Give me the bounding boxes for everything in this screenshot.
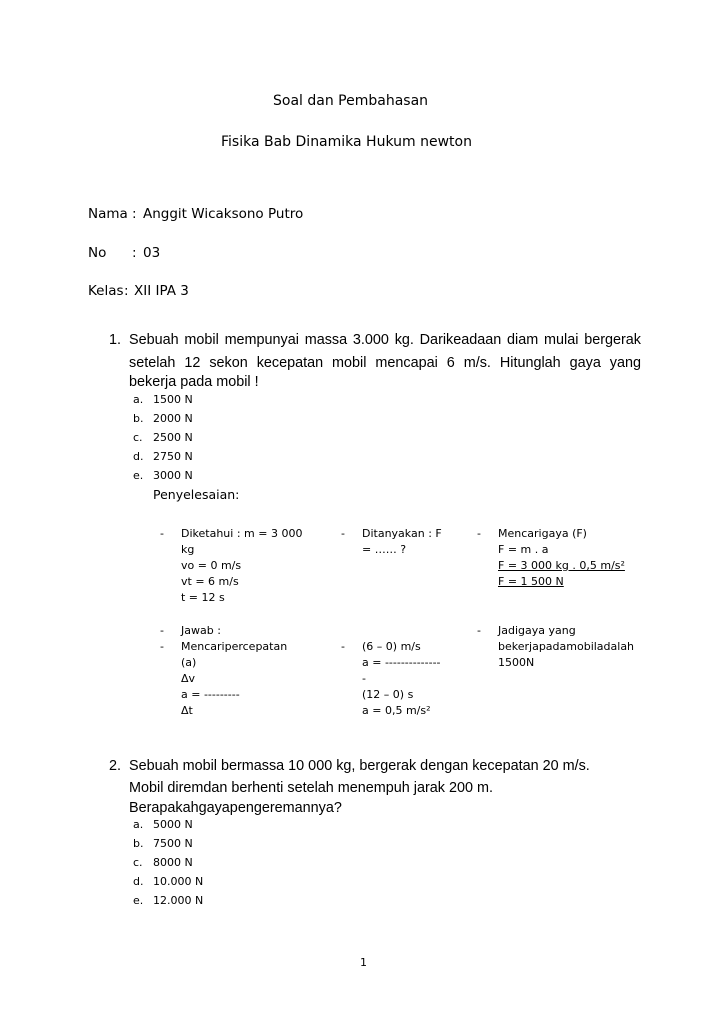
question-number: 1. bbox=[109, 332, 122, 348]
solution-line: (6 – 0) m/s bbox=[362, 640, 421, 653]
bullet-dash: - bbox=[477, 527, 481, 540]
option-letter: e. bbox=[133, 894, 144, 907]
no-label: No bbox=[88, 245, 107, 261]
solution-line: a = --------- bbox=[181, 688, 240, 701]
nama-label: Nama bbox=[88, 206, 128, 222]
option-letter: b. bbox=[133, 412, 144, 425]
page-subtitle: Fisika Bab Dinamika Hukum newton bbox=[221, 134, 472, 150]
penyelesaian-label: Penyelesaian: bbox=[153, 487, 240, 502]
solution-line: F = m . a bbox=[498, 543, 549, 556]
solution-line: F = 3 000 kg . 0,5 m/s² bbox=[498, 559, 625, 572]
question-number: 2. bbox=[109, 758, 122, 774]
option-letter: a. bbox=[133, 818, 144, 831]
solution-line: Δv bbox=[181, 672, 196, 685]
bullet-dash: - bbox=[477, 624, 481, 637]
no-separator: : bbox=[132, 245, 137, 261]
solution-line: = …… ? bbox=[362, 543, 407, 556]
question-text-line: Berapakahgayapengeremannya? bbox=[129, 800, 342, 816]
option-text: 10.000 N bbox=[153, 875, 204, 888]
solution-line: a = -------------- bbox=[362, 656, 441, 669]
question-text-line: Sebuah mobil mempunyai massa 3.000 kg. Darikeadaan diam mulai bergerak bbox=[129, 332, 641, 348]
solution-line: Δt bbox=[181, 704, 193, 717]
solution-line: Mencaripercepatan bbox=[181, 640, 288, 653]
no-value: 03 bbox=[143, 245, 161, 261]
option-letter: c. bbox=[133, 431, 143, 444]
bullet-dash: - bbox=[160, 624, 164, 637]
solution-line: Jadigaya yang bbox=[498, 624, 576, 637]
solution-line: vo = 0 m/s bbox=[181, 559, 242, 572]
nama-separator: : bbox=[132, 206, 137, 222]
solution-line: a = 0,5 m/s² bbox=[362, 704, 431, 717]
solution-line: Jawab : bbox=[181, 624, 221, 637]
bullet-dash: - bbox=[160, 527, 164, 540]
option-text: 12.000 N bbox=[153, 894, 204, 907]
option-letter: c. bbox=[133, 856, 143, 869]
option-text: 5000 N bbox=[153, 818, 193, 831]
option-text: 2750 N bbox=[153, 450, 193, 463]
option-letter: d. bbox=[133, 450, 144, 463]
bullet-dash: - bbox=[160, 640, 164, 653]
solution-line: kg bbox=[181, 543, 195, 556]
kelas-label: Kelas bbox=[88, 283, 124, 299]
question-text-line: Sebuah mobil bermassa 10 000 kg, bergerak dengan kecepatan 20 m/s. bbox=[129, 758, 590, 774]
solution-line: Mencarigaya (F) bbox=[498, 527, 587, 540]
solution-line: (a) bbox=[181, 656, 197, 669]
kelas-value: XII IPA 3 bbox=[134, 283, 189, 299]
solution-line: t = 12 s bbox=[181, 591, 225, 604]
solution-line: F = 1 500 N bbox=[498, 575, 564, 588]
solution-line: vt = 6 m/s bbox=[181, 575, 239, 588]
page-title: Soal dan Pembahasan bbox=[273, 93, 429, 109]
option-text: 2000 N bbox=[153, 412, 193, 425]
option-letter: d. bbox=[133, 875, 144, 888]
solution-line: bekerjapadamobiladalah bbox=[498, 640, 635, 653]
kelas-separator: : bbox=[124, 283, 129, 299]
option-text: 3000 N bbox=[153, 469, 193, 482]
option-text: 8000 N bbox=[153, 856, 193, 869]
option-text: 7500 N bbox=[153, 837, 193, 850]
option-letter: e. bbox=[133, 469, 144, 482]
bullet-dash: - bbox=[341, 640, 345, 653]
option-letter: a. bbox=[133, 393, 144, 406]
solution-line: 1500N bbox=[498, 656, 535, 669]
option-letter: b. bbox=[133, 837, 144, 850]
option-text: 2500 N bbox=[153, 431, 193, 444]
solution-line: Diketahui : m = 3 000 bbox=[181, 527, 303, 540]
bullet-dash: - bbox=[341, 527, 345, 540]
page-number: 1 bbox=[360, 956, 367, 969]
question-text-line: bekerja pada mobil ! bbox=[129, 374, 259, 390]
question-text-line: setelah 12 sekon kecepatan mobil mencapai 6 m/s. Hitunglah gaya yang bbox=[129, 355, 641, 371]
solution-line: (12 – 0) s bbox=[362, 688, 414, 701]
option-text: 1500 N bbox=[153, 393, 193, 406]
nama-value: Anggit Wicaksono Putro bbox=[143, 206, 304, 222]
solution-line: - bbox=[362, 672, 366, 685]
question-text-line: Mobil diremdan berhenti setelah menempuh jarak 200 m. bbox=[129, 780, 493, 796]
solution-line: Ditanyakan : F bbox=[362, 527, 442, 540]
